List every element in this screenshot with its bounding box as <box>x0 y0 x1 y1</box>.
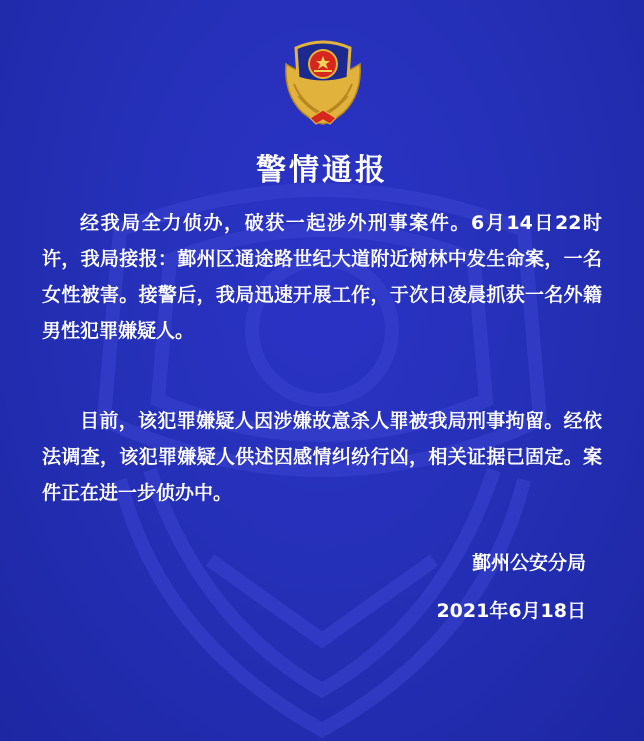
police-badge-icon <box>280 34 366 126</box>
notice-title: 警情通报 <box>256 153 388 188</box>
issuer-name: 鄞州公安分局 <box>471 552 586 574</box>
notice-paragraph-1: 经我局全力侦办，破获一起涉外刑事案件。6月14日22时许，我局接报：鄞州区通途路世纪大道附近树林中发生命案，一名女性被害。接警后，我局迅速开展工作，于次日凌晨抓获一名外籍男性犯罪嫌疑人。 <box>42 212 602 342</box>
notice-paragraph-2: 目前，该犯罪嫌疑人因涉嫌故意杀人罪被我局刑事拘留。经依法调查，该犯罪嫌疑人供述因感情纠纷行凶，相关证据已固定。案件正在进一步侦办中。 <box>42 410 602 504</box>
issue-date: 2021年6月18日 <box>436 600 586 622</box>
